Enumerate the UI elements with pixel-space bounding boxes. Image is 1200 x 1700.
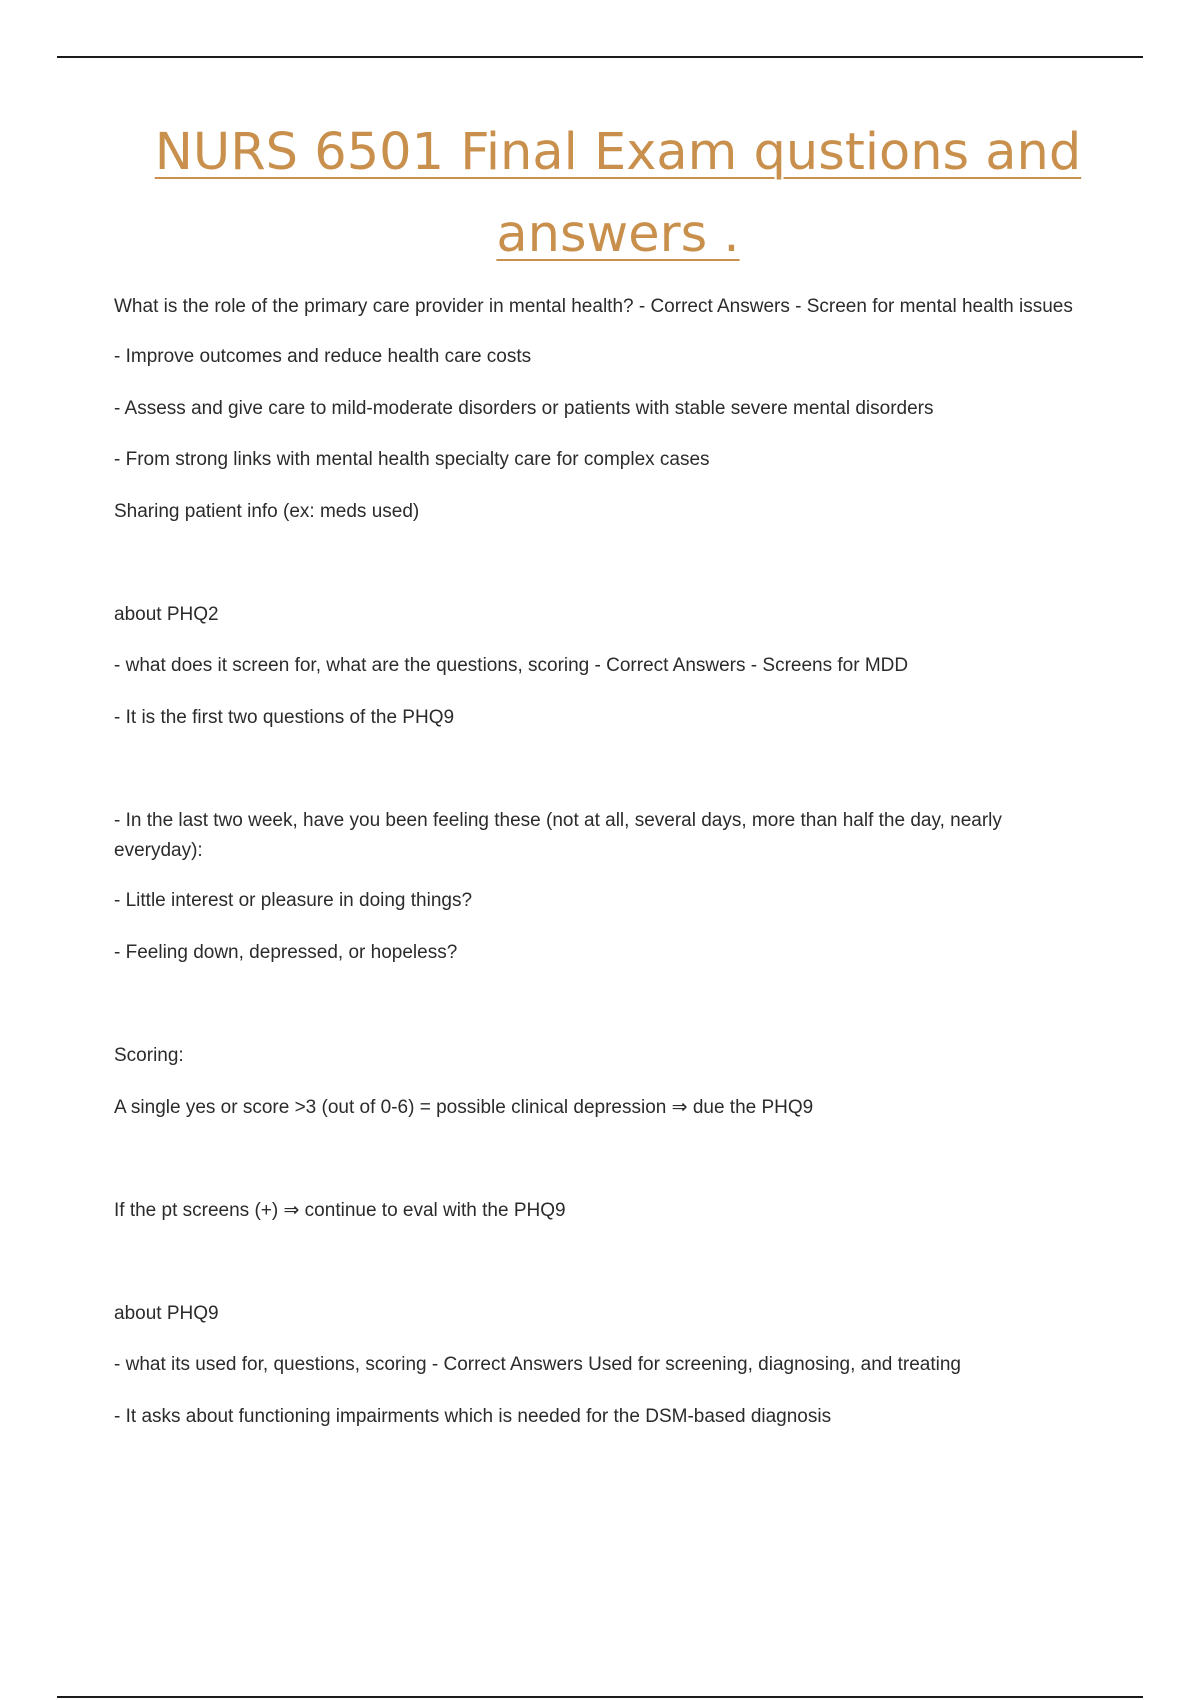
paragraph: A single yes or score >3 (out of 0-6) = possible clinical depression ⇒ due the PHQ9 xyxy=(114,1097,814,1118)
title-line-1: NURS 6501 Final Exam qustions and xyxy=(154,123,1082,182)
paragraph: - Improve outcomes and reduce health care costs xyxy=(114,346,532,367)
paragraph: - In the last two week, have you been feeling these (not at all, several days, more than half the day, nearly everyday): xyxy=(114,810,1002,861)
footer-rule xyxy=(57,1696,1143,1698)
paragraph: - what does it screen for, what are the questions, scoring - Correct Answers - Screens for MDD xyxy=(114,655,909,676)
paragraph: - From strong links with mental health specialty care for complex cases xyxy=(114,449,710,470)
paragraph: - It asks about functioning impairments which is needed for the DSM-based diagnosis xyxy=(114,1406,832,1427)
document-title xyxy=(80,112,1156,276)
paragraph: about PHQ9 xyxy=(114,1303,219,1324)
document-body xyxy=(114,292,1094,1432)
paragraph: about PHQ2 xyxy=(114,604,219,625)
paragraph: If the pt screens (+) ⇒ continue to eval with the PHQ9 xyxy=(114,1200,566,1221)
title-line-2: answers . xyxy=(496,205,740,264)
paragraph: - Assess and give care to mild-moderate disorders or patients with stable severe mental disorders xyxy=(114,398,934,419)
paragraph: - Feeling down, depressed, or hopeless? xyxy=(114,942,458,963)
paragraph: Sharing patient info (ex: meds used) xyxy=(114,501,420,522)
paragraph: What is the role of the primary care provider in mental health? - Correct Answers - Screen for mental health issues xyxy=(114,296,1073,317)
paragraph: Scoring: xyxy=(114,1045,184,1066)
paragraph: - It is the first two questions of the PHQ9 xyxy=(114,707,455,728)
paragraph: - Little interest or pleasure in doing things? xyxy=(114,890,473,911)
paragraph: - what its used for, questions, scoring - Correct Answers Used for screening, diagnosing, and treating xyxy=(114,1354,961,1375)
header-rule xyxy=(57,56,1143,58)
